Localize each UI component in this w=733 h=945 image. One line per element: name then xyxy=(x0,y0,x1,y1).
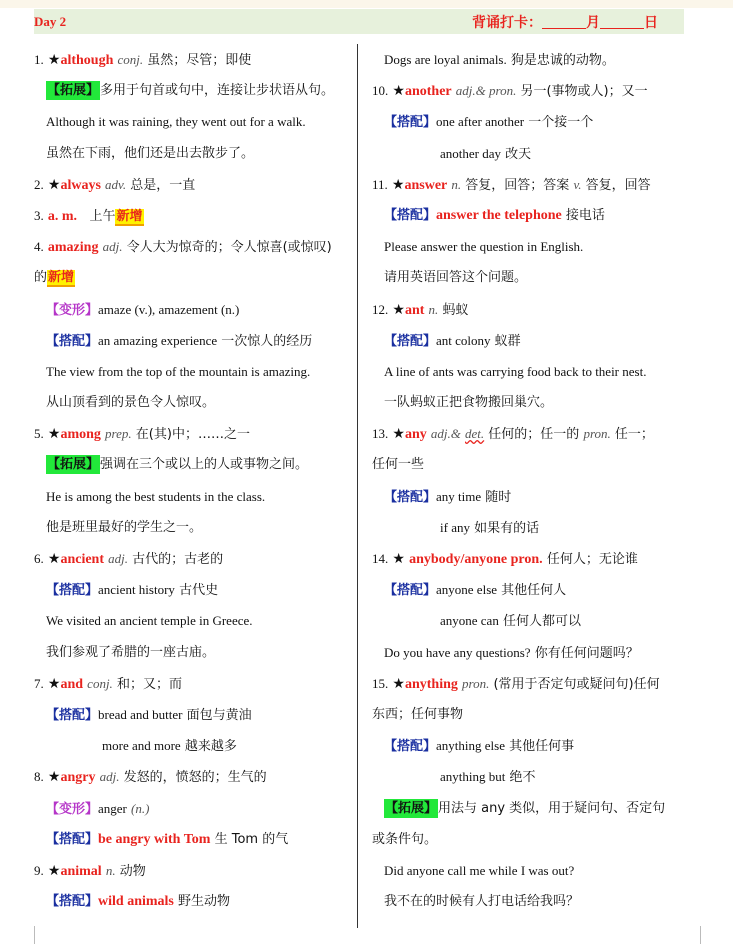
star-icon: ★ xyxy=(392,83,405,100)
meaning: 在(其)中；……之一 xyxy=(135,427,250,443)
expand-note: 多用于句首或句中，连接让步状语从句。 xyxy=(100,83,335,99)
collocation-tag: 【搭配】 xyxy=(46,894,99,910)
left-column xyxy=(34,44,352,917)
collocation-en: more and more xyxy=(102,738,181,754)
transform-line xyxy=(34,294,352,325)
collocation-en: ancient history xyxy=(98,582,175,598)
collocation-line xyxy=(372,325,688,356)
collocation-cn: 面包与黄油 xyxy=(186,707,252,723)
entry-headline xyxy=(34,200,352,231)
headword: always xyxy=(60,177,101,193)
example-cn: 请用英语回答这个问题。 xyxy=(384,270,528,286)
collocation-line xyxy=(34,699,352,730)
entry-number: 14. xyxy=(372,551,389,566)
collocation-tag: 【搭配】 xyxy=(46,831,99,847)
expand-tag: 【拓展】 xyxy=(47,457,100,473)
headword: answer xyxy=(404,177,448,193)
example-continued xyxy=(372,44,688,75)
collocation-line xyxy=(372,730,688,761)
entry-number: 10. xyxy=(372,83,389,99)
transform-line xyxy=(34,793,352,824)
headword: a. m. xyxy=(47,208,78,224)
example-en: We visited an ancient temple in Greece. xyxy=(46,613,253,629)
meaning-tail: 的 xyxy=(34,270,48,286)
entry-headline xyxy=(34,231,352,262)
meaning: 发怒的，愤怒的；生气的 xyxy=(123,770,267,786)
transform-tag: 【变形】 xyxy=(46,801,99,817)
collocation-en: be angry with Tom xyxy=(98,831,211,847)
collocation-tag: 【搭配】 xyxy=(384,489,437,505)
entry-headline xyxy=(34,543,352,574)
star-icon: ★ xyxy=(391,176,405,193)
collocation-en: if any xyxy=(440,519,470,535)
part-of-speech: adv. xyxy=(105,176,127,192)
collocation-en: one after another xyxy=(436,114,525,130)
collocation-cn: 绝不 xyxy=(509,770,536,786)
part-of-speech: adj.& xyxy=(430,426,461,442)
example-cn: 虽然在下雨，他们还是出去散步了。 xyxy=(46,145,255,161)
expand-note: 用法与 any 类似，用于疑问句、否定句 xyxy=(438,800,666,816)
entry-headline xyxy=(372,543,688,574)
example-cn: 一队蚂蚁正把食物搬回巢穴。 xyxy=(384,395,554,411)
collocation-line xyxy=(34,730,352,761)
collocation-tag: 【搭配】 xyxy=(46,583,99,599)
headword: any xyxy=(404,427,427,443)
collocation-line xyxy=(372,605,688,636)
crop-mark-left xyxy=(16,926,35,944)
top-strip xyxy=(0,0,733,8)
entry-headline xyxy=(34,44,352,75)
part-of-speech: conj. xyxy=(87,675,113,691)
headword: anything xyxy=(404,676,458,692)
meaning: 答复，回答 xyxy=(585,177,651,193)
collocation-cn: 其他任何事 xyxy=(509,739,575,755)
meaning: 蚂蚁 xyxy=(442,302,469,318)
collocation-cn: 野生动物 xyxy=(178,894,231,910)
collocation-cn: 越来越多 xyxy=(184,739,237,755)
example-cn: 从山顶看到的景色令人惊叹。 xyxy=(46,395,216,411)
example-en: Please answer the question in English. xyxy=(384,239,584,255)
transform-tag: 【变形】 xyxy=(46,302,99,318)
example-en: Dogs are loyal animals. xyxy=(384,52,507,67)
part-of-speech: det. xyxy=(465,426,485,442)
part-of-speech: v. xyxy=(573,176,582,192)
star-icon: ★ xyxy=(47,862,61,879)
entry-headline xyxy=(34,761,352,792)
meaning: 任一； xyxy=(614,427,654,443)
entry-number: 15. xyxy=(372,675,389,691)
collocation-cn: 生 Tom 的气 xyxy=(214,831,289,847)
collocation-line xyxy=(372,106,688,137)
part-of-speech: adj. xyxy=(108,551,129,566)
meaning: 上午 xyxy=(89,208,116,224)
entry-number: 2. xyxy=(34,176,44,192)
part-of-speech: n. xyxy=(451,176,462,192)
example-en: The view from the top of the mountain is amazing. xyxy=(46,363,311,379)
collocation-cn: 改天 xyxy=(505,146,532,162)
collocation-tag: 【搭配】 xyxy=(384,333,437,349)
collocation-cn: 其他任何人 xyxy=(501,583,567,599)
headword: amazing xyxy=(47,240,99,256)
example-en: Although it was raining, they went out for a walk. xyxy=(46,114,306,130)
headword: ant xyxy=(404,302,425,318)
transform-pos: (n.) xyxy=(131,800,150,816)
entry-number: 7. xyxy=(34,675,44,691)
collocation-cn: 如果有的话 xyxy=(474,520,540,536)
transform-forms: amaze (v.), amazement (n.) xyxy=(98,301,240,317)
collocation-cn: 接电话 xyxy=(565,207,605,223)
star-icon: ★ xyxy=(47,769,61,786)
collocation-line xyxy=(34,886,352,917)
collocation-line xyxy=(34,824,352,855)
entry-number: 12. xyxy=(372,301,389,317)
meaning-continued: 东西；任何事物 xyxy=(372,706,464,722)
entry-number: 5. xyxy=(34,426,44,442)
checkin-label: 背诵打卡： xyxy=(472,14,542,31)
collocation-en: anyone else xyxy=(436,582,498,598)
entry-number: 3. xyxy=(34,207,44,223)
headword: angry xyxy=(60,770,96,786)
meaning: 答复，回答；答案 xyxy=(465,177,570,193)
collocation-en: anything else xyxy=(436,738,505,754)
collocation-en: answer the telephone xyxy=(436,207,562,223)
expand-tag: 【拓展】 xyxy=(385,800,438,816)
collocation-en: any time xyxy=(436,488,482,504)
new-badge: 新增 xyxy=(116,208,143,224)
example-en: A line of ants was carrying food back to their nest. xyxy=(384,363,647,379)
entry-number: 11. xyxy=(372,176,388,192)
headword: among xyxy=(60,427,101,443)
meaning: 另一(事物或人)；又一 xyxy=(520,84,648,100)
example-en: He is among the best students in the class. xyxy=(46,488,266,504)
part-of-speech: adj.& pron. xyxy=(455,83,517,99)
part-of-speech: pron. xyxy=(462,675,490,691)
collocation-tag: 【搭配】 xyxy=(46,333,99,349)
collocation-line xyxy=(372,200,688,231)
transform-forms: anger xyxy=(98,800,127,816)
example-cn: 狗是忠诚的动物。 xyxy=(510,53,615,68)
part-of-speech: adj. xyxy=(102,239,123,255)
star-icon: ★ xyxy=(392,551,405,567)
collocation-tag: 【搭配】 xyxy=(384,583,437,599)
collocation-cn: 一次惊人的经历 xyxy=(221,333,313,349)
month-blank[interactable] xyxy=(542,14,586,29)
entry-headline xyxy=(372,668,688,699)
page-header xyxy=(34,9,684,34)
collocation-tag: 【搭配】 xyxy=(384,207,437,223)
headword: and xyxy=(60,676,84,692)
meaning: 和；又；而 xyxy=(116,676,182,692)
meaning: (常用于否定句或疑问句)任何 xyxy=(493,676,660,692)
crop-mark-right xyxy=(700,926,719,944)
example-en: Do you have any questions? xyxy=(384,644,531,660)
meaning: 任何人；无论谁 xyxy=(546,552,638,567)
collocation-en: another day xyxy=(440,145,502,161)
collocation-en: wild animals xyxy=(98,894,174,910)
collocation-line xyxy=(372,512,688,543)
meaning: 总是，一直 xyxy=(130,177,196,193)
collocation-cn: 蚁群 xyxy=(494,333,521,349)
collocation-cn: 古代史 xyxy=(179,583,219,599)
headword: another xyxy=(404,84,452,100)
expand-line xyxy=(372,793,688,824)
entry-number: 13. xyxy=(372,426,389,442)
entry-headline xyxy=(34,855,352,886)
meaning: 古代的；古老的 xyxy=(132,552,224,567)
entry-headline xyxy=(372,294,688,325)
entry-headline xyxy=(372,418,688,449)
date-label: 日 xyxy=(644,14,658,31)
star-icon: ★ xyxy=(47,675,61,692)
star-icon: ★ xyxy=(392,675,405,692)
example-en: Did anyone call me while I was out? xyxy=(384,862,575,878)
part-of-speech: pron. xyxy=(583,426,611,442)
collocation-tag: 【搭配】 xyxy=(384,115,437,131)
entry-number: 6. xyxy=(34,551,44,566)
headword: animal xyxy=(60,863,102,879)
collocation-en: anyone can xyxy=(440,613,499,629)
collocation-tag: 【搭配】 xyxy=(46,707,99,723)
entry-number: 1. xyxy=(34,52,44,67)
collocation-en: ant colony xyxy=(436,332,491,348)
example-cn: 你有任何问题吗？ xyxy=(534,645,639,661)
new-badge: 新增 xyxy=(48,270,75,286)
expand-line xyxy=(34,75,352,106)
collocation-line xyxy=(372,574,688,605)
part-of-speech: conj. xyxy=(117,52,144,67)
meaning-continued xyxy=(34,262,352,293)
expand-line xyxy=(34,449,352,480)
entry-number: 8. xyxy=(34,769,44,785)
collocation-tag: 【搭配】 xyxy=(384,739,437,755)
month-label: 月 xyxy=(586,14,600,31)
meaning: 令人大为惊奇的；令人惊喜(或惊叹) xyxy=(126,240,332,256)
collocation-en: anything but xyxy=(440,769,506,785)
star-icon: ★ xyxy=(47,176,61,193)
entry-number: 9. xyxy=(34,862,44,878)
date-blank[interactable] xyxy=(600,14,644,29)
example-cn: 他是班里最好的学生之一。 xyxy=(46,519,203,535)
meaning: 动物 xyxy=(119,863,146,879)
collocation-cn: 任何人都可以 xyxy=(502,614,581,630)
headword: although xyxy=(60,53,114,68)
headword: anybody/anyone pron. xyxy=(409,552,543,567)
meaning: 任何的；任一的 xyxy=(488,427,580,443)
star-icon: ★ xyxy=(47,426,61,443)
star-icon: ★ xyxy=(47,551,61,567)
expand-continued: 或条件句。 xyxy=(372,831,438,847)
star-icon: ★ xyxy=(47,52,61,68)
part-of-speech: n. xyxy=(428,301,439,317)
headword: ancient xyxy=(60,552,105,567)
column-divider xyxy=(357,44,358,928)
collocation-en: bread and butter xyxy=(98,706,183,722)
example-line xyxy=(372,637,688,668)
star-icon: ★ xyxy=(392,426,405,443)
entry-number: 4. xyxy=(34,239,44,255)
expand-note: 强调在三个或以上的人或事物之间。 xyxy=(100,457,309,473)
entry-headline xyxy=(372,169,688,200)
meaning-continued: 任何一些 xyxy=(372,457,425,473)
part-of-speech: prep. xyxy=(105,426,132,442)
star-icon: ★ xyxy=(392,301,405,318)
collocation-line xyxy=(34,574,352,605)
entry-headline xyxy=(372,75,688,106)
entry-headline xyxy=(34,169,352,200)
collocation-cn: 随时 xyxy=(485,489,512,505)
meaning: 虽然；尽管；即使 xyxy=(147,53,252,68)
entry-headline xyxy=(34,668,352,699)
collocation-cn: 一个接一个 xyxy=(528,115,594,131)
example-cn: 我们参观了希腊的一座古庙。 xyxy=(46,644,216,660)
collocation-line xyxy=(34,325,352,356)
expand-tag: 【拓展】 xyxy=(47,83,100,99)
part-of-speech: adj. xyxy=(99,769,120,785)
part-of-speech: n. xyxy=(105,862,116,878)
example-cn: 我不在的时候有人打电话给我吗？ xyxy=(384,894,580,910)
right-column xyxy=(372,44,688,917)
checkin-line xyxy=(472,12,658,32)
collocation-line xyxy=(372,138,688,169)
collocation-line xyxy=(372,481,688,512)
day-label: Day 2 xyxy=(34,13,67,29)
collocation-en: an amazing experience xyxy=(98,332,218,348)
collocation-line xyxy=(372,761,688,792)
entry-headline xyxy=(34,418,352,449)
